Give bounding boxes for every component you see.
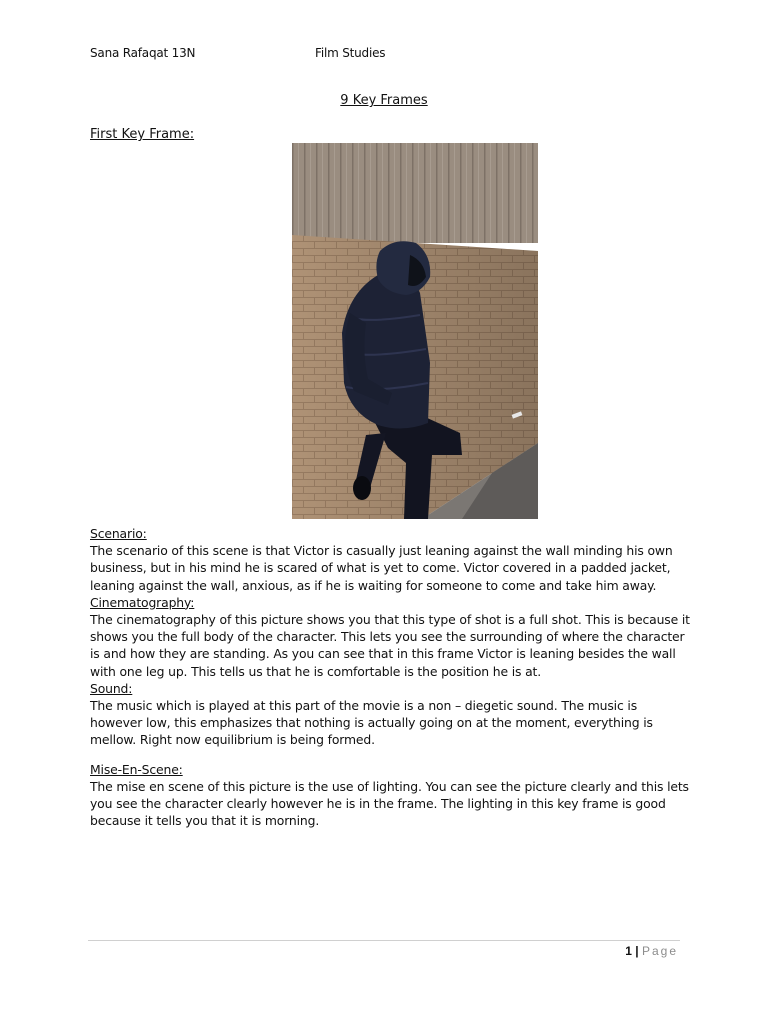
footer-divider bbox=[88, 940, 680, 941]
sections-container bbox=[90, 525, 690, 829]
cinematography-text: The cinematography of this picture shows you that this type of shot is a full shot. This is because it shows you the full body of the character. This lets you see the surrounding of where the character is and how they are standing. As you can see that in this frame Victor is leaning besides the wall with one leg up. This tells us that he is comfortable is the position he is at. bbox=[90, 612, 690, 679]
footer-separator: | bbox=[635, 944, 639, 958]
mise-en-scene-text: The mise en scene of this picture is the use of lighting. You can see the picture clearly and this lets you see the character clearly however he is in the frame. The lighting in this key frame is good because it tells you that it is morning. bbox=[90, 778, 689, 829]
cinematography-heading: Cinematography: bbox=[90, 594, 195, 610]
page-title: 9 Key Frames bbox=[340, 93, 428, 108]
key-frame-heading: First Key Frame: bbox=[90, 127, 195, 142]
sound-text: The music which is played at this part of the movie is a non – diegetic sound. The music is however low, this emphasizes that nothing is actually going on at the moment, everything is mellow. Right now equilibrium is being formed. bbox=[90, 698, 653, 748]
mise-en-scene-heading: Mise-En-Scene: bbox=[90, 761, 183, 777]
sound-heading: Sound: bbox=[90, 680, 133, 696]
page-footer bbox=[625, 944, 678, 958]
header-author: Sana Rafaqat 13N bbox=[90, 46, 196, 60]
scenario-text: The scenario of this scene is that Victor is casually just leaning against the wall minding his own business, but in his mind he is scared of what is yet to come. Victor covered in a padded jacket, leaning against the wall, anxious, as if he is waiting for someone to come and take him away. bbox=[90, 543, 673, 593]
scenario-heading: Scenario: bbox=[90, 526, 147, 541]
page-label: Page bbox=[641, 944, 678, 958]
key-frame-photo bbox=[292, 143, 538, 519]
header-subject: Film Studies bbox=[315, 46, 386, 60]
page-number: 1 bbox=[625, 944, 632, 958]
